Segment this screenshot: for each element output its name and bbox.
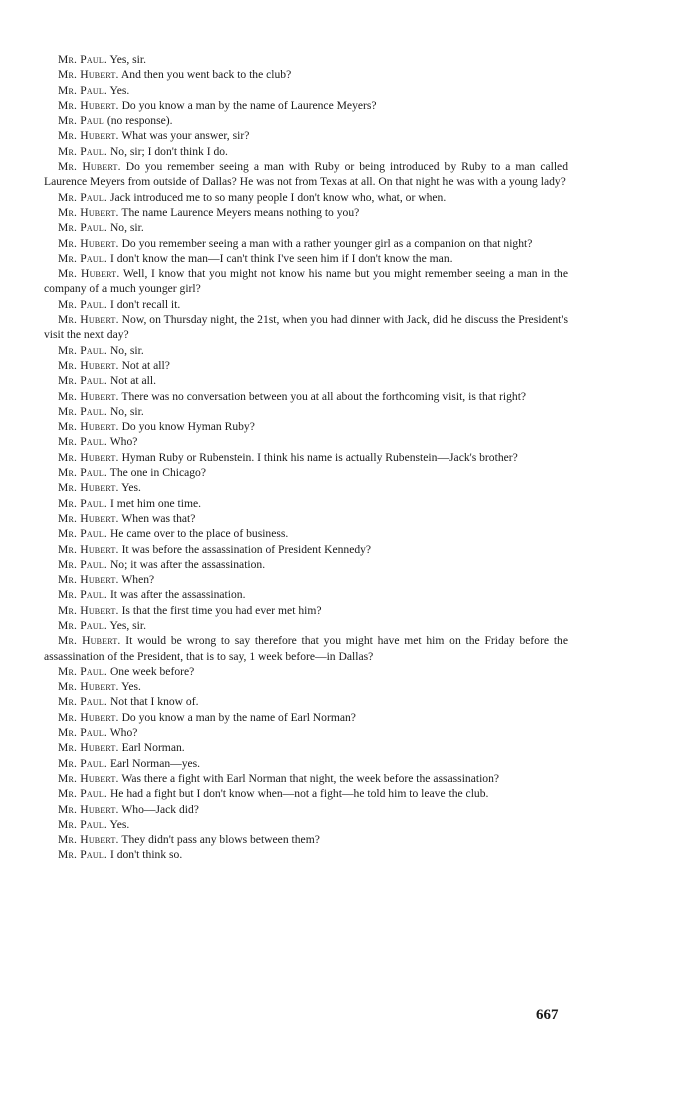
speech-text: No, sir.	[109, 404, 144, 418]
speech-text: They didn't pass any blows between them?	[121, 833, 320, 847]
speech-text: Do you know a man by the name of Earl Norman?	[121, 710, 356, 724]
speech-text: Hyman Ruby or Rubenstein. I think his name is actually Rubenstein—Jack's brother?	[121, 450, 518, 464]
speaker-name: Mr. Hubert.	[58, 358, 119, 372]
speaker-name: Mr. Paul.	[58, 496, 108, 510]
testimony-paragraph	[44, 587, 568, 602]
speech-text: (no response).	[106, 114, 173, 128]
speaker-name: Mr. Hubert.	[58, 603, 119, 617]
speaker-name: Mr. Paul.	[58, 374, 108, 388]
page-number: 667	[536, 1007, 559, 1023]
speech-text: No, sir; I don't think I do.	[109, 144, 228, 158]
speech-text: Yes.	[121, 481, 141, 495]
testimony-paragraph	[44, 618, 568, 633]
testimony-paragraph	[44, 266, 568, 297]
speech-text: He had a fight but I don't know when—not a fight—he told him to leave the club.	[109, 787, 489, 801]
testimony-paragraph	[44, 572, 568, 587]
speaker-name: Mr. Paul.	[58, 618, 108, 632]
transcript-body	[44, 52, 568, 863]
speech-text: Yes.	[109, 83, 130, 97]
speech-text: It was after the assassination.	[109, 588, 246, 602]
speech-text: Do you know Hyman Ruby?	[121, 420, 255, 434]
speaker-name: Mr. Paul.	[58, 695, 108, 709]
testimony-paragraph	[44, 373, 568, 388]
speech-text: The one in Chicago?	[109, 466, 206, 480]
speech-text: Earl Norman.	[121, 741, 185, 755]
speaker-name: Mr. Paul.	[58, 435, 108, 449]
speaker-name: Mr. Paul.	[58, 588, 108, 602]
speech-text: No, sir.	[109, 221, 144, 235]
testimony-paragraph	[44, 236, 568, 251]
testimony-paragraph	[44, 113, 568, 128]
speech-text: Not that I know of.	[109, 695, 199, 709]
speaker-name: Mr. Hubert.	[58, 680, 119, 694]
testimony-paragraph	[44, 603, 568, 618]
testimony-paragraph	[44, 159, 568, 190]
testimony-paragraph	[44, 404, 568, 419]
testimony-paragraph	[44, 480, 568, 495]
speaker-name: Mr. Hubert.	[58, 802, 119, 816]
speech-text: Jack introduced me to so many people I don't know who, what, or when.	[109, 190, 447, 204]
speech-text: Who?	[109, 435, 138, 449]
speaker-name: Mr. Hubert.	[58, 833, 119, 847]
speaker-name: Mr. Paul.	[58, 144, 108, 158]
testimony-paragraph	[44, 771, 568, 786]
speech-text: Do you remember seeing a man with Ruby or being introduced by Ruby to a man called Laurence Meyers from outside of Dallas? He was not from Texas at all. On that night he was with a young lady?	[44, 160, 568, 189]
speaker-name: Mr. Paul.	[58, 404, 108, 418]
testimony-paragraph	[44, 83, 568, 98]
testimony-paragraph	[44, 496, 568, 511]
testimony-paragraph	[44, 542, 568, 557]
speaker-name: Mr. Paul.	[58, 343, 108, 357]
speaker-name: Mr. Paul.	[58, 190, 108, 204]
speaker-name: Mr. Hubert.	[58, 129, 119, 143]
speaker-name: Mr. Hubert.	[58, 313, 119, 327]
testimony-paragraph	[44, 786, 568, 801]
testimony-paragraph	[44, 67, 568, 82]
testimony-paragraph	[44, 679, 568, 694]
testimony-paragraph	[44, 205, 568, 220]
testimony-paragraph	[44, 251, 568, 266]
speaker-name: Mr. Hubert.	[58, 710, 119, 724]
testimony-paragraph	[44, 343, 568, 358]
testimony-paragraph	[44, 802, 568, 817]
testimony-paragraph	[44, 526, 568, 541]
speech-text: Earl Norman—yes.	[109, 756, 201, 770]
testimony-paragraph	[44, 220, 568, 235]
speaker-name: Mr. Hubert.	[58, 511, 119, 525]
testimony-paragraph	[44, 664, 568, 679]
testimony-paragraph	[44, 511, 568, 526]
testimony-paragraph	[44, 710, 568, 725]
speech-text: No, sir.	[109, 343, 144, 357]
speaker-name: Mr. Hubert.	[58, 68, 119, 82]
speaker-name: Mr. Hubert.	[58, 741, 119, 755]
speech-text: It was before the assassination of President Kennedy?	[121, 542, 372, 556]
speech-text: Who—Jack did?	[121, 802, 199, 816]
speech-text: No; it was after the assassination.	[109, 557, 266, 571]
testimony-paragraph	[44, 847, 568, 862]
testimony-paragraph	[44, 465, 568, 480]
speech-text: Do you remember seeing a man with a rather younger girl as a companion on that night?	[121, 236, 533, 250]
speaker-name: Mr. Hubert.	[58, 205, 119, 219]
speaker-name: Mr. Paul.	[58, 787, 108, 801]
speech-text: He came over to the place of business.	[109, 527, 289, 541]
speaker-name: Mr. Hubert.	[58, 236, 119, 250]
speech-text: Not at all.	[109, 374, 156, 388]
speaker-name: Mr. Hubert.	[58, 573, 119, 587]
speaker-name: Mr. Paul.	[58, 221, 108, 235]
testimony-paragraph	[44, 312, 568, 343]
speaker-name: Mr. Paul.	[58, 466, 108, 480]
speaker-name: Mr. Paul.	[58, 557, 108, 571]
speech-text: Not at all?	[121, 358, 170, 372]
testimony-paragraph	[44, 358, 568, 373]
testimony-paragraph	[44, 725, 568, 740]
speech-text: What was your answer, sir?	[121, 129, 250, 143]
testimony-paragraph	[44, 817, 568, 832]
speaker-name: Mr. Hubert.	[58, 771, 119, 785]
speech-text: Now, on Thursday night, the 21st, when you had dinner with Jack, did he discuss the President's visit the next day?	[44, 313, 568, 342]
testimony-paragraph	[44, 98, 568, 113]
speaker-name: Mr. Hubert.	[58, 420, 119, 434]
speaker-name: Mr. Hubert.	[58, 389, 119, 403]
speaker-name: Mr. Hubert.	[58, 450, 119, 464]
testimony-paragraph	[44, 297, 568, 312]
speech-text: And then you went back to the club?	[120, 68, 292, 82]
testimony-paragraph	[44, 740, 568, 755]
speaker-name: Mr. Hubert.	[58, 634, 121, 648]
speaker-name: Mr. Paul.	[58, 297, 108, 311]
speaker-name: Mr. Hubert.	[58, 267, 120, 281]
speech-text: Yes, sir.	[109, 53, 147, 66]
testimony-paragraph	[44, 557, 568, 572]
speech-text: I met him one time.	[109, 496, 202, 510]
testimony-paragraph	[44, 419, 568, 434]
speech-text: Was there a fight with Earl Norman that night, the week before the assassination?	[121, 771, 500, 785]
speech-text: Yes, sir.	[109, 618, 147, 632]
speech-text: Who?	[109, 726, 138, 740]
speech-text: One week before?	[109, 664, 195, 678]
speaker-name: Mr. Paul.	[58, 251, 108, 265]
testimony-paragraph	[44, 434, 568, 449]
testimony-paragraph	[44, 633, 568, 664]
speech-text: Yes.	[121, 680, 141, 694]
speaker-name: Mr. Hubert.	[58, 481, 119, 495]
testimony-paragraph	[44, 389, 568, 404]
speaker-name: Mr. Hubert.	[58, 98, 119, 112]
speaker-name: Mr. Paul.	[58, 664, 108, 678]
speech-text: Yes.	[109, 817, 130, 831]
speaker-name: Mr. Hubert.	[58, 542, 119, 556]
speaker-name: Mr. Hubert.	[58, 160, 121, 174]
speech-text: When was that?	[121, 511, 196, 525]
speaker-name: Mr. Paul.	[58, 817, 108, 831]
speech-text: When?	[121, 573, 155, 587]
speech-text: The name Laurence Meyers means nothing to you?	[121, 205, 360, 219]
speech-text: Do you know a man by the name of Laurence Meyers?	[121, 98, 377, 112]
testimony-paragraph	[44, 144, 568, 159]
speech-text: I don't know the man—I can't think I've seen him if I don't know the man.	[109, 251, 453, 265]
speaker-name: Mr. Paul.	[58, 756, 108, 770]
speech-text: I don't recall it.	[109, 297, 181, 311]
testimony-paragraph	[44, 832, 568, 847]
testimony-paragraph	[44, 694, 568, 709]
speech-text: I don't think so.	[109, 848, 183, 862]
speech-text: It would be wrong to say therefore that you might have met him on the Friday before the assassination of the President, that is to say, 1 week before—in Dallas?	[44, 634, 568, 663]
testimony-paragraph	[44, 128, 568, 143]
speaker-name: Mr. Paul.	[58, 53, 108, 66]
speech-text: Is that the first time you had ever met him?	[121, 603, 322, 617]
speaker-name: Mr. Paul	[58, 114, 104, 128]
testimony-paragraph	[44, 450, 568, 465]
testimony-paragraph	[44, 52, 568, 67]
speaker-name: Mr. Paul.	[58, 848, 108, 862]
speech-text: There was no conversation between you at all about the forthcoming visit, is that right?	[121, 389, 527, 403]
speaker-name: Mr. Paul.	[58, 83, 108, 97]
speech-text: Well, I know that you might not know his name but you might remember seeing a man in the company of a much younger girl?	[44, 267, 569, 296]
speaker-name: Mr. Paul.	[58, 527, 108, 541]
testimony-paragraph	[44, 756, 568, 771]
testimony-paragraph	[44, 190, 568, 205]
speaker-name: Mr. Paul.	[58, 726, 108, 740]
